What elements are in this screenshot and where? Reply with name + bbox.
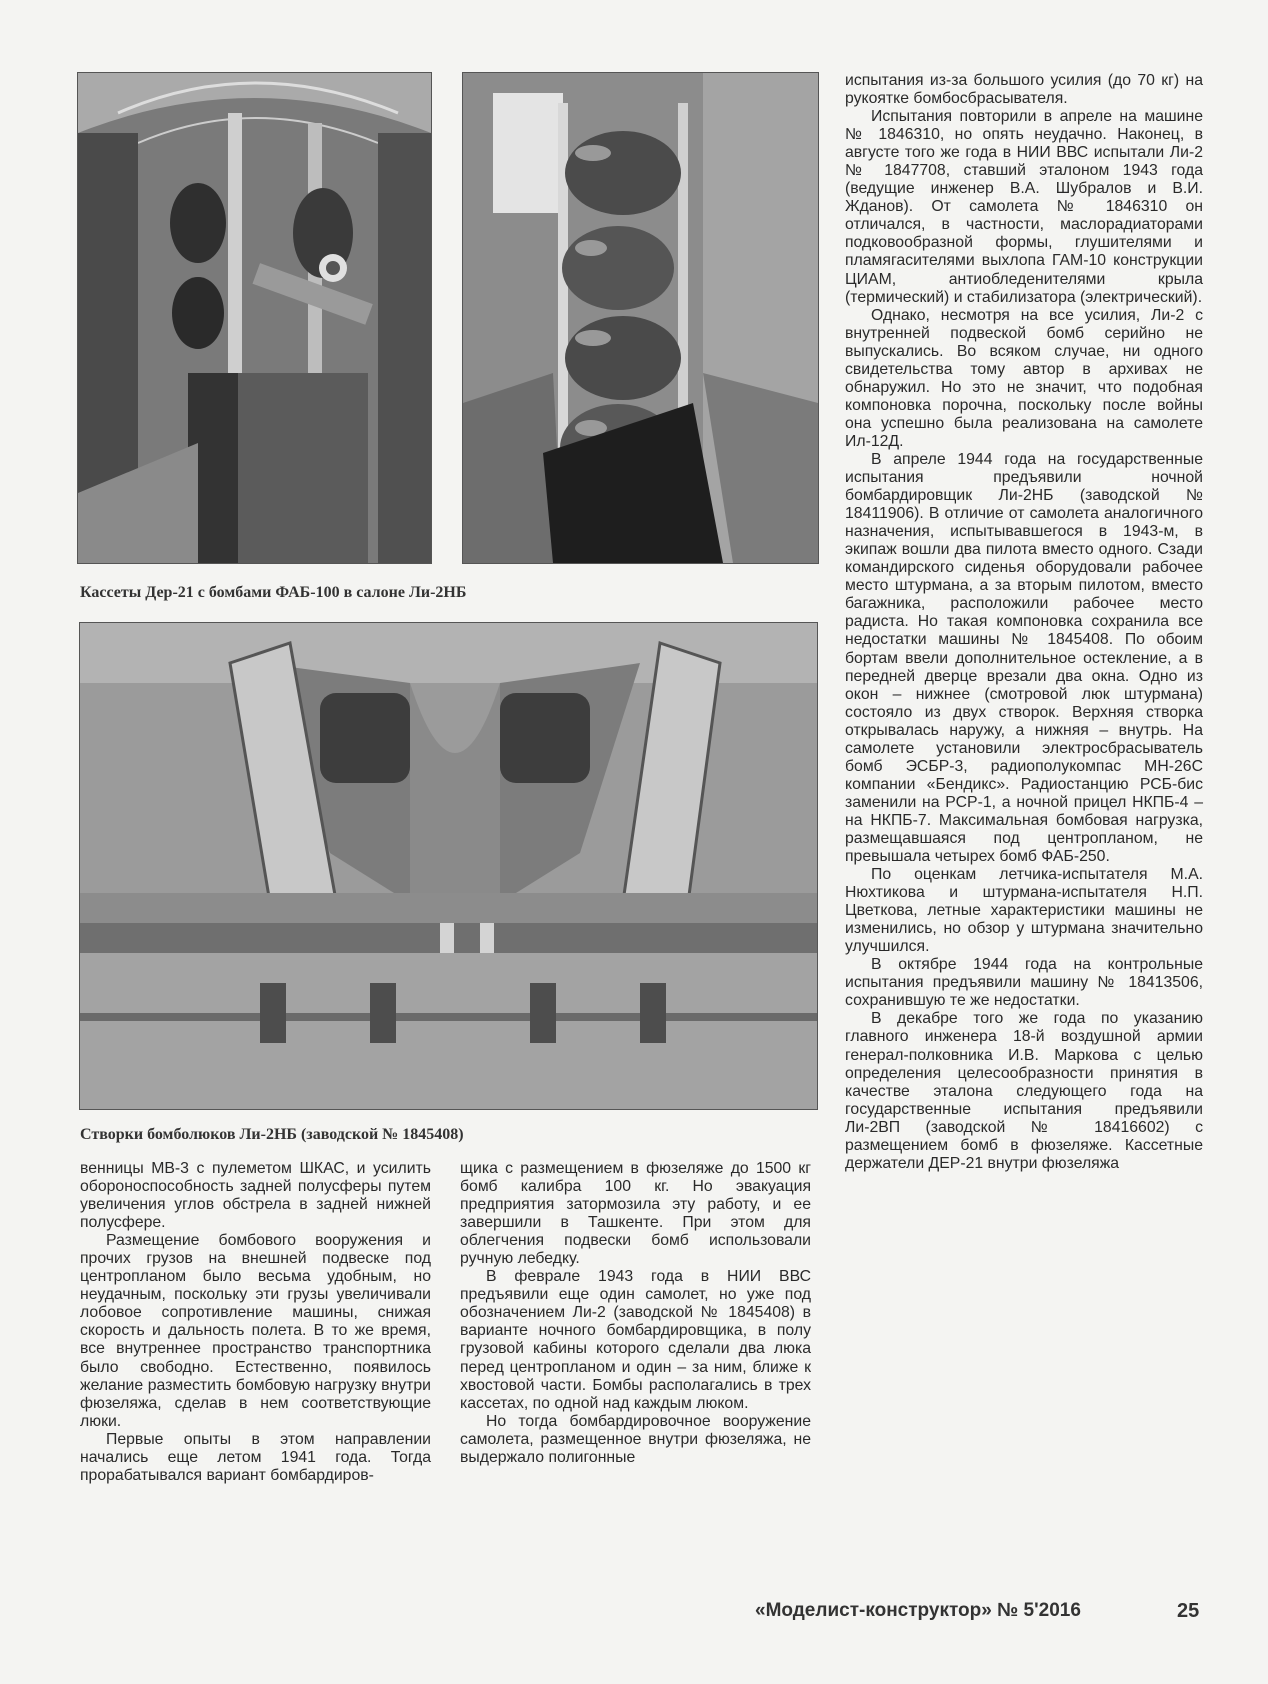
bomb-bay-photo-drawing <box>80 623 817 1109</box>
paragraph: венницы МВ-3 с пулеметом ШКАС, и усилить обороноспособность задней полусферы путем увеличения углов обстрела в задней нижней полусфере. <box>80 1160 431 1232</box>
page-footer <box>755 1600 1205 1622</box>
paragraph: Испытания повторили в апреле на машине № 1846310, но опять неудачно. Наконец, в августе того же года в НИИ ВВС испытали Ли-2 № 1847708, ставший эталоном 1943 года (ведущие инженер В.А. Шубралов и В.И. Жданов). От самолета № 1846310 он отличался, в частности, маслорадиаторами подковообразной формы, глушителями и пламягасителями выхлопа ГАМ-10 конструкции ЦИАМ, антиобледенителями крыла (термический) и стабилизатора (электрический). <box>845 108 1203 306</box>
photo-caption-top: Кассеты Дер-21 с бомбами ФАБ-100 в салоне Ли-2НБ <box>80 584 467 601</box>
bomb-cassette-hatch-photo <box>462 72 819 564</box>
interior-photo-drawing <box>78 73 431 563</box>
paragraph: Но тогда бомбардировочное вооружение самолета, размещенное внутри фюзеляжа, не выдержало полигонные <box>460 1412 811 1466</box>
magazine-title: «Моделист-конструктор» № 5'2016 <box>755 1600 1081 1621</box>
paragraph: В октябре 1944 года на контрольные испытания предъявили машину № 18413506, сохранившую те же недостатки. <box>845 956 1203 1010</box>
paragraph: В декабре того же года по указанию главного инженера 18-й воздушной армии генерал-полковника И.В. Маркова с целью определения целесообразности принятия в качестве эталона следующего года на государственные испытания предъявили Ли-2ВП (заводской № 18416602) с размещением бомб в фюзеляже. Кассетные держатели ДЕР-21 внутри фюзеляжа <box>845 1010 1203 1172</box>
text-column-1 <box>80 1160 431 1485</box>
bomb-cassettes-interior-photo <box>77 72 432 564</box>
text-column-2 <box>460 1160 811 1467</box>
paragraph: Первые опыты в этом направлении начались еще летом 1941 года. Тогда прорабатывался вариант бомбардиров- <box>80 1430 431 1484</box>
page-number: 25 <box>1177 1600 1200 1622</box>
paragraph: В феврале 1943 года в НИИ ВВС предъявили еще один самолет, но уже под обозначением Ли-2 (заводской № 1845408) в варианте ночного бомбардировщика, в полу грузовой кабины которого сделали два люка перед центропланом и один – за ним, ближе к хвостовой части. Бомбы располагались в трех кассетах, по одной над каждым люком. <box>460 1268 811 1412</box>
paragraph: Однако, несмотря на все усилия, Ли-2 с внутренней подвеской бомб серийно не выпускались. Во всяком случае, ни одного свидетельства тому автор в архивах не обнаружил. Но это не значит, что подобная компоновка порочна, поскольку после войны она успешно была реализована на самолете Ил-12Д. <box>845 306 1203 450</box>
hatch-photo-drawing <box>463 73 818 563</box>
paragraph: По оценкам летчика-испытателя М.А. Нюхтикова и штурмана-испытателя Н.П. Цветкова, летные характеристики машины не изменились, но обзор у штурмана значительно улучшился. <box>845 866 1203 956</box>
paragraph: В апреле 1944 года на государственные испытания предъявили ночной бомбардировщик Ли-2НБ (заводской № 18411906). В отличие от самолета аналогичного назначения, испытывавшегося в 1943-м, в экипаж вошли два пилота вместо одного. Сзади командирского сиденья оборудовали рабочее место штурмана, а за вторым пилотом, вместо багажника, расположили рабочее место радиста. Но такая компоновка сохранила все недостатки машины № 1845408. По обоим бортам ввели дополнительное остекление, а в передней дверце врезали два окна. Одно из окон – нижнее (смотровой люк штурмана) состояло из двух створок. Верхняя створка открывалась наружу, а нижняя – внутрь. На самолете установили электросбрасыватель бомб ЭСБР-3, радиополукомпас МН-26С компании «Бендикс». Радиостанцию РСБ-бис заменили на РСР-1, а ночной прицел НКПБ-4 – на НКПБ-7. Максимальная бомбовая нагрузка, размещавшаяся под центропланом, не превышала четырех бомб ФАБ-250. <box>845 450 1203 866</box>
photo-caption-bottom: Створки бомболюков Ли-2НБ (заводской № 1845408) <box>80 1126 464 1143</box>
paragraph: Размещение бомбового вооружения и прочих грузов на внешней подвеске под центропланом было весьма удобным, но неудачным, поскольку эти грузы увеличивали лобовое сопротивление машины, снижая скорость и дальность полета. В то же время, все внутреннее пространство транспортника было свободно. Естественно, появилось желание разместить бомбовую нагрузку внутри фюзеляжа, сделав в нем соответствующие люки. <box>80 1232 431 1430</box>
paragraph: щика с размещением в фюзеляже до 1500 кг бомб калибра 100 кг. Но эвакуация предприятия затормозила эту работу, и ее завершили в Ташкенте. При этом для облегчения подвески бомб использовали ручную лебедку. <box>460 1160 811 1268</box>
text-column-3 <box>845 72 1203 1173</box>
paragraph: испытания из-за большого усилия (до 70 кг) на рукоятке бомбосбрасывателя. <box>845 72 1203 108</box>
bomb-bay-doors-photo <box>79 622 818 1110</box>
